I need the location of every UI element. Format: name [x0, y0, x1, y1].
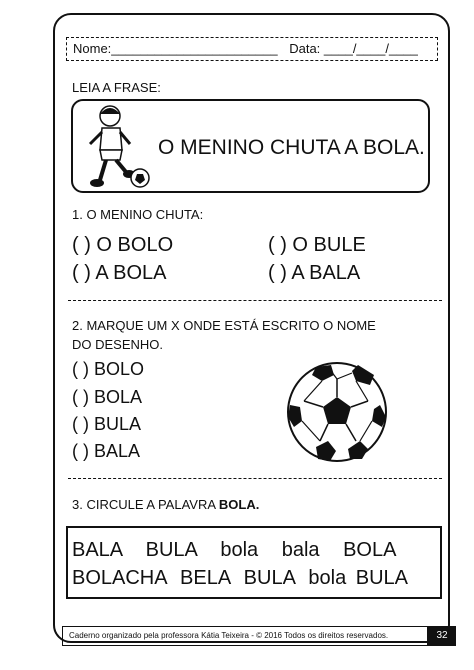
word-row-2 [72, 567, 408, 590]
q1-option-o-bolo[interactable]: ( ) O BOLO [72, 234, 174, 256]
word-bula-3[interactable]: BULA [355, 567, 408, 589]
q1-option-a-bala[interactable]: ( ) A BALA [268, 262, 361, 284]
read-instruction: LEIA A FRASE: [72, 80, 161, 95]
question3-title [72, 497, 259, 512]
footer-credit: Caderno organizado pela professora Kátia Teixeira - © 2016 Todos os direitos reservados. [62, 626, 428, 646]
sentence-text: O MENINO CHUTA A BOLA. [158, 136, 425, 159]
word-bela[interactable]: BELA [180, 567, 231, 589]
q2-option-bola[interactable]: ( ) BOLA [72, 387, 143, 407]
question2-title-line2: DO DESENHO. [72, 337, 164, 352]
name-field[interactable]: Nome:_______________________ [73, 41, 278, 56]
word-bula[interactable]: BULA [145, 539, 197, 561]
word-bala-lower[interactable]: bala [281, 539, 320, 561]
question3-title-prefix: 3. CIRCULE A PALAVRA [72, 497, 219, 512]
name-date-box [66, 37, 438, 61]
page-number: 32 [428, 626, 456, 646]
date-field[interactable]: Data: ____/____/____ [289, 41, 418, 56]
q2-option-bula[interactable]: ( ) BULA [72, 414, 142, 434]
word-bala[interactable]: BALA [72, 539, 123, 561]
word-bola-lower[interactable]: bola [220, 539, 259, 561]
word-bola-lower-2[interactable]: bola [308, 567, 347, 589]
divider-1 [68, 300, 442, 301]
word-bola[interactable]: BOLA [343, 539, 397, 561]
word-bolacha[interactable]: BOLACHA [72, 567, 167, 589]
q2-option-bolo[interactable]: ( ) BOLO [72, 359, 145, 379]
word-row-1 [72, 539, 396, 562]
question3-title-bold: BOLA. [218, 497, 260, 512]
q1-option-a-bola[interactable]: ( ) A BOLA [72, 262, 167, 284]
word-bula-2[interactable]: BULA [243, 567, 295, 589]
boy-kicking-ball-icon [80, 102, 150, 190]
soccer-ball-icon [286, 361, 388, 463]
q2-option-bala[interactable]: ( ) BALA [72, 441, 141, 461]
divider-2 [68, 478, 442, 479]
question1-title: 1. O MENINO CHUTA: [72, 207, 204, 222]
q1-option-o-bule[interactable]: ( ) O BULE [268, 234, 366, 256]
question2-title-line1: 2. MARQUE UM X ONDE ESTÁ ESCRITO O NOME [72, 318, 376, 333]
